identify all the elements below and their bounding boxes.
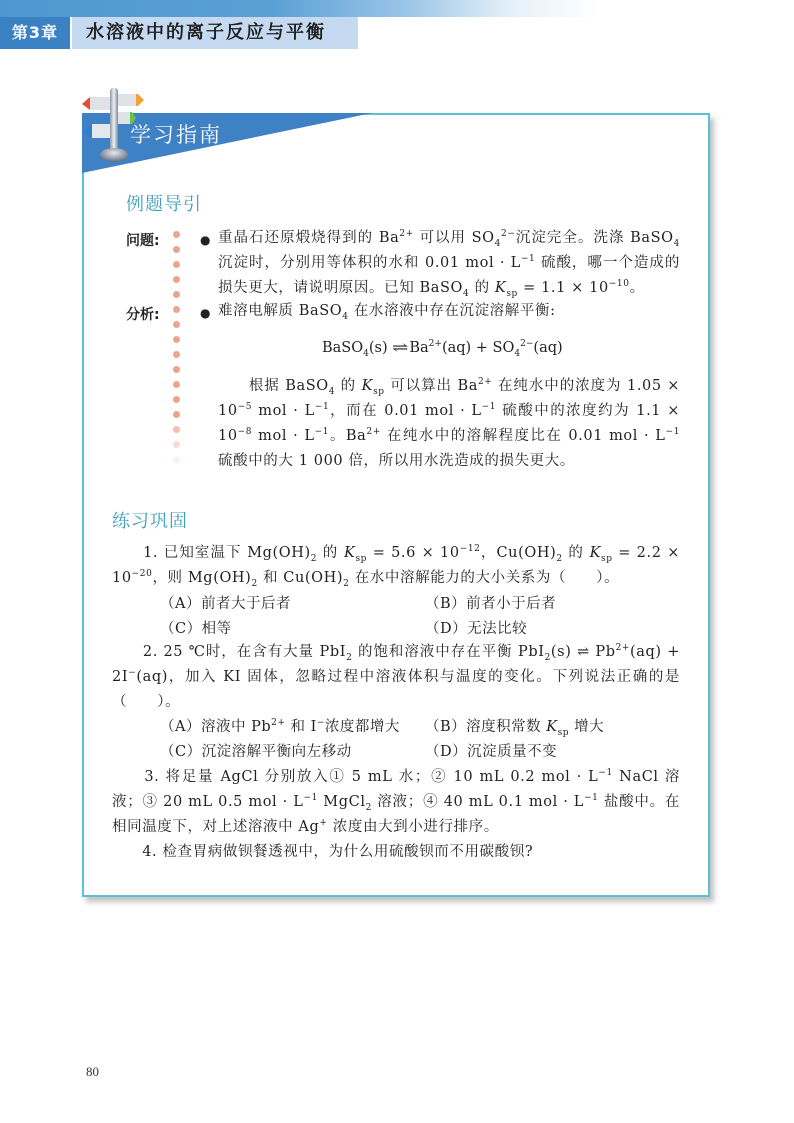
analysis-body: 根据 BaSO$_4$ 的 $K_{sp}$ 可以算出 $Ba^{2+}$ 在纯水中的浓度为 $1.05 \times 10^{-5}$ mol · $L^{-1}$，而在 0.01 mol · $L^{-1}$ 硫酸中的浓度约为 $1.1 \times 10^{-8}$ mol · $L^{-1}$。$Ba^{2+}$ 在纯水中的溶解程度比在 0.01 mol · $L^{-1}$ 硫酸中的大 1 000 倍，所以用水洗造成的损失更大。	[218, 377, 681, 469]
question-text: 重晶石还原煅烧得到的 $Ba^{2+}$ 可以用 $SO_4^{2-}$沉淀完全。洗涤 BaSO$_4$ 沉淀时，分别用等体积的水和 0.01 mol · $L^{-1}$ 硫酸，哪一个造成的损失更大，请说明原因。已知 BaSO$_4$ 的 $K_{sp} = 1.1 \times 10^{-10}$。	[218, 229, 680, 299]
dotted-divider	[173, 231, 183, 471]
analysis-label: 分析:	[126, 307, 160, 323]
bullet-icon: ●	[200, 233, 211, 247]
q1-option-a: （A）前者大于后者	[160, 596, 291, 612]
section-heading-example: 例题导引	[126, 194, 202, 215]
question-2: 2. 25 ℃时，在含有大量 PbI$_2$ 的饱和溶液中存在平衡 PbI$_2$(s) ⇌ $Pb^{2+}(aq) + 2I^-(aq)$，加入 KI 固体，忽略过程中溶液体积与温度的变化。下列说法正确的是（ ）。	[112, 643, 680, 710]
question-1: 1. 已知室温下 $Mg(OH)_2$ 的 $K_{sp} = 5.6 \times 10^{-12}$，$Cu(OH)_2$ 的 $K_{sp} = 2.2 \times 10^{-20}$，则 $Mg(OH)_2$ 和 $Cu(OH)_2$ 在水中溶解能力的大小关系为（ ）。	[112, 544, 680, 589]
chapter-label: 第3章	[0, 17, 70, 49]
bullet-icon: ●	[200, 306, 211, 320]
chapter-title: 水溶液中的离子反应与平衡	[86, 22, 326, 43]
question-label: 问题:	[126, 233, 160, 249]
question-3: 3. 将足量 AgCl 分别放入① 5 mL 水；② 10 mL 0.2 mol · $L^{-1}$ NaCl 溶液；③ 20 mL 0.5 mol · $L^{-1}$ MgCl$_2$ 溶液；④ 40 mL 0.1 mol · $L^{-1}$ 盐酸中。在相同温度下，对上述溶液中 Ag+ 浓度由大到小进行排序。	[112, 768, 681, 835]
analysis-intro: 难溶电解质 BaSO$_4$ 在水溶液中存在沉淀溶解平衡:	[218, 303, 556, 322]
section-heading-practice: 练习巩固	[112, 511, 188, 532]
q2-option-b: （B）溶度积常数 $K_{sp}$ 增大	[425, 719, 605, 738]
question-4: 4. 检查胃病做钡餐透视中，为什么用硫酸钡而不用碳酸钡?	[112, 844, 534, 860]
q1-option-b: （B）前者小于后者	[425, 596, 557, 612]
signpost-icon	[78, 86, 144, 164]
study-guide-title: 学习指南	[130, 123, 222, 147]
header-gradient-bar	[0, 0, 600, 17]
equilibrium-equation: BaSO$_4$(s) ⇌ $Ba^{2+}(aq) + SO_4^{2-}(aq)$	[322, 339, 563, 359]
q2-option-d: （D）沉淀质量不变	[425, 744, 558, 760]
q2-option-c: （C）沉淀溶解平衡向左移动	[160, 744, 352, 760]
page-number: 80	[86, 1064, 99, 1079]
q1-option-c: （C）相等	[160, 621, 232, 637]
q2-option-a: （A）溶液中 $Pb^{2+}$ 和 I−浓度都增大	[160, 718, 400, 735]
q1-option-d: （D）无法比较	[425, 621, 528, 637]
chapter-title-box	[72, 17, 358, 49]
